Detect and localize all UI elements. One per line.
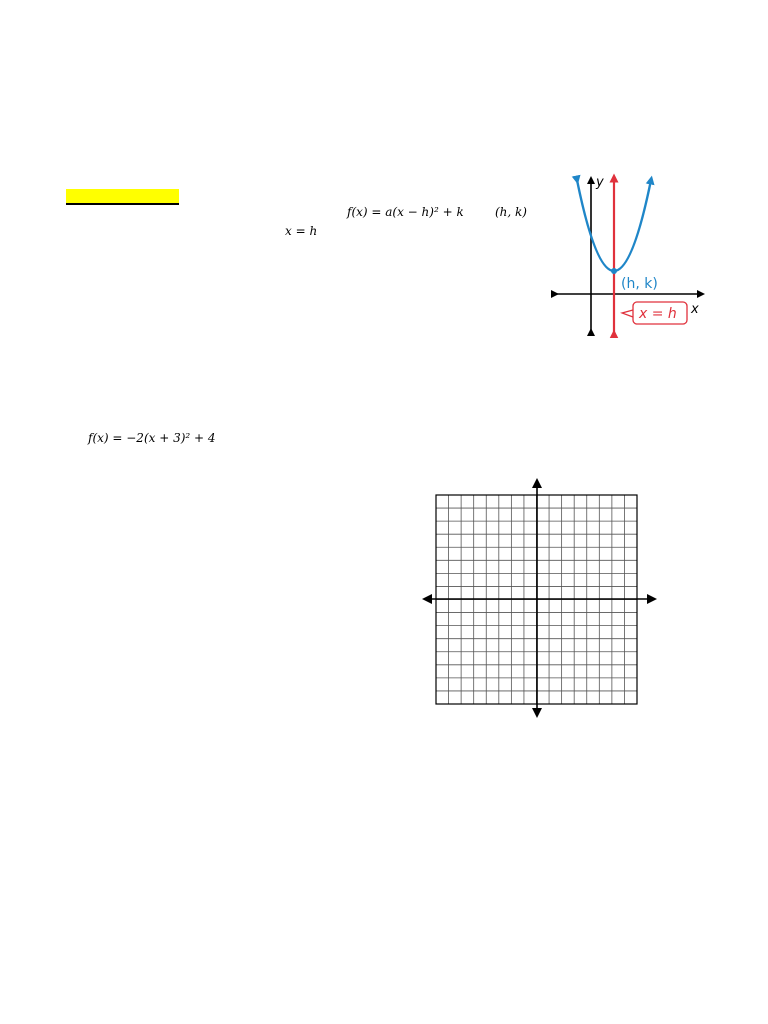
example-function-equation: f(x) = −2(x + 3)² + 4 <box>88 431 216 445</box>
vertex-form-equation: f(x) = a(x − h)² + k <box>347 205 464 219</box>
axis-callout-pointer <box>622 310 633 317</box>
vertex-point-text: (h, k) <box>495 205 527 219</box>
highlighted-heading-blank <box>66 189 179 205</box>
axis-of-symmetry-text: x = h <box>285 224 318 238</box>
grid-y-axis-bottom-arrow <box>532 708 542 718</box>
vertex-point <box>611 268 617 274</box>
coordinate-grid <box>420 474 660 722</box>
grid-x-axis-left-arrow <box>422 594 432 604</box>
vertex-form-graph <box>549 170 709 338</box>
grid-x-axis-right-arrow <box>647 594 657 604</box>
x-axis-label: x <box>691 302 699 317</box>
y-axis-label: y <box>596 175 604 190</box>
vertex-label: (h, k) <box>621 276 658 292</box>
grid-y-axis-top-arrow <box>532 478 542 488</box>
axis-callout-label: x = h <box>639 306 677 322</box>
